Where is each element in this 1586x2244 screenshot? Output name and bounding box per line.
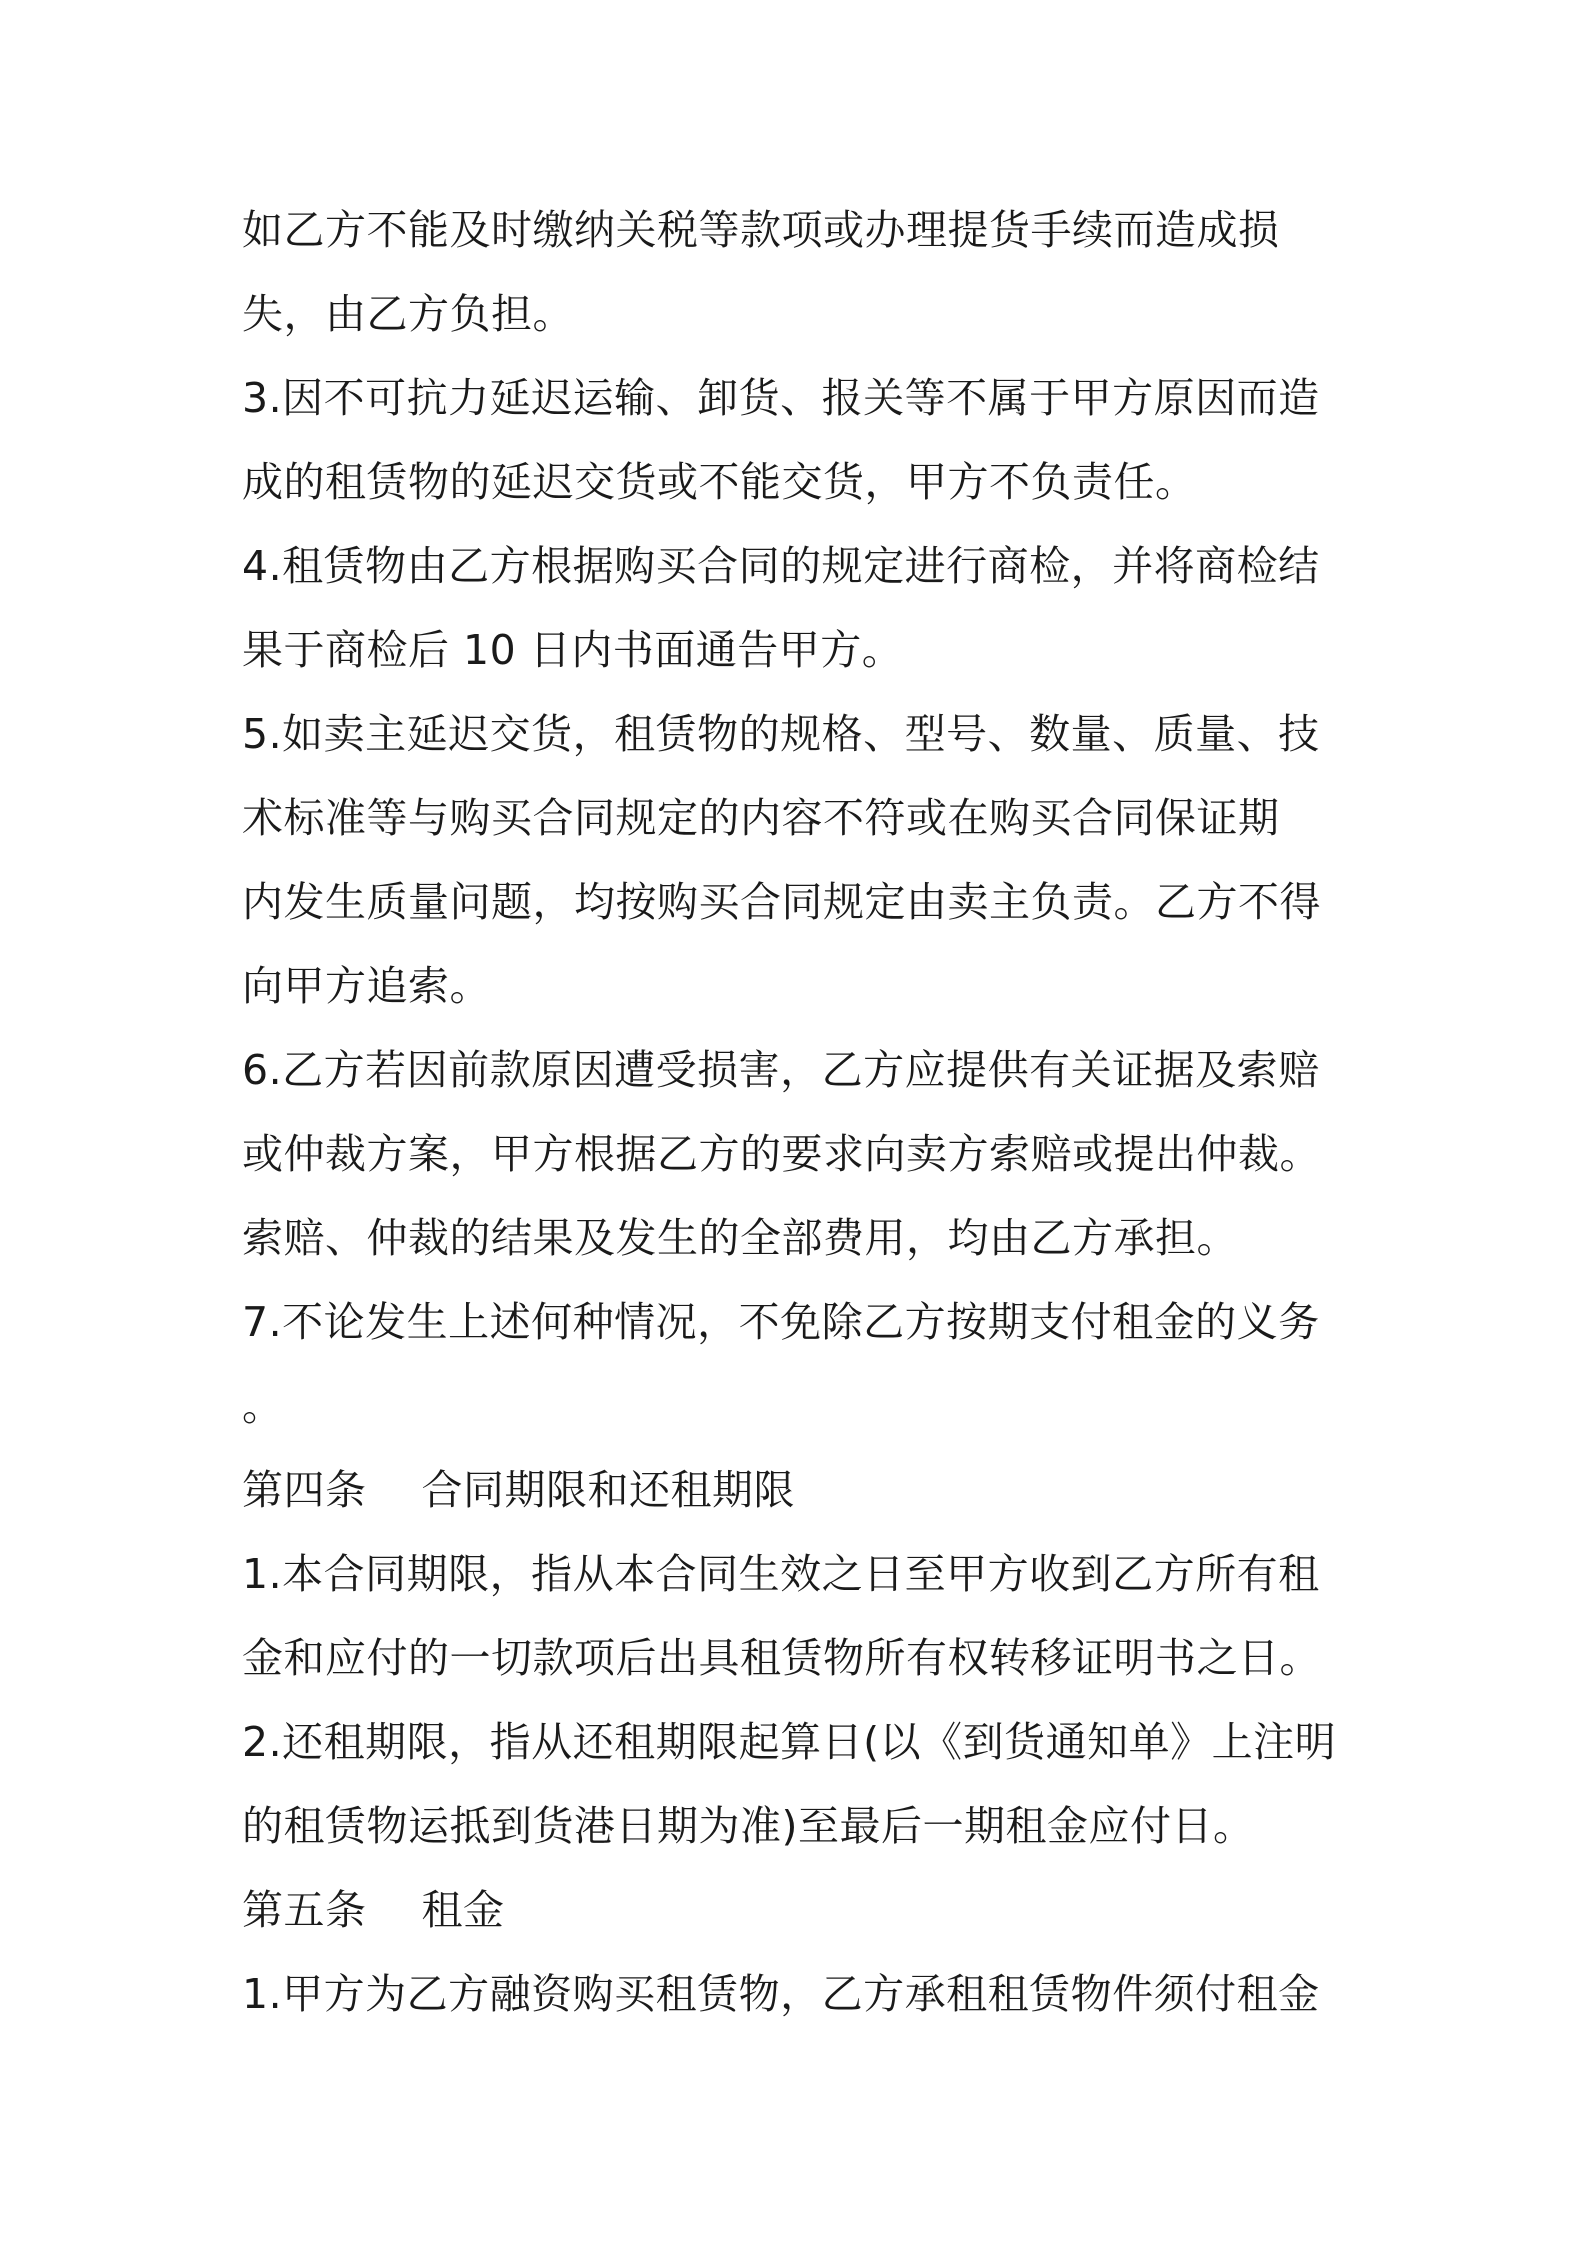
text-line: 金和应付的一切款项后出具租赁物所有权转移证明书之日。 — [242, 1634, 1321, 1682]
text-line: 果于商检后 10 日内书面通告甲方。 — [242, 626, 904, 674]
text-line: 向甲方追索。 — [242, 962, 491, 1010]
text-line: 7.不论发生上述何种情况，不免除乙方按期支付租金的义务 — [242, 1298, 1320, 1346]
text-line: 5.如卖主延迟交货，租赁物的规格、型号、数量、质量、技 — [242, 710, 1320, 758]
text-line: 6.乙方若因前款原因遭受损害，乙方应提供有关证据及索赔 — [242, 1046, 1320, 1094]
text-line: 术标准等与购买合同规定的内容不符或在购买合同保证期 — [242, 794, 1280, 842]
section-heading: 第四条 合同期限和还租期限 — [242, 1466, 796, 1514]
text-line: 3.因不可抗力延迟运输、卸货、报关等不属于甲方原因而造 — [242, 374, 1320, 422]
text-line: 内发生质量问题，均按购买合同规定由卖主负责。乙方不得 — [242, 878, 1321, 926]
text-line: 1.甲方为乙方融资购买租赁物，乙方承租租赁物件须付租金 — [242, 1970, 1320, 2018]
document-body — [242, 188, 1357, 2036]
text-line: 索赔、仲裁的结果及发生的全部费用，均由乙方承担。 — [242, 1214, 1238, 1262]
text-line: 失，由乙方负担。 — [242, 290, 574, 338]
text-line: 。 — [242, 1382, 284, 1430]
text-line: 成的租赁物的延迟交货或不能交货，甲方不负责任。 — [242, 458, 1197, 506]
text-line: 2.还租期限，指从还租期限起算日(以《到货通知单》上注明 — [242, 1718, 1337, 1766]
text-line: 4.租赁物由乙方根据购买合同的规定进行商检，并将商检结 — [242, 542, 1320, 590]
text-line: 如乙方不能及时缴纳关税等款项或办理提货手续而造成损 — [242, 206, 1280, 254]
text-line: 或仲裁方案，甲方根据乙方的要求向卖方索赔或提出仲裁。 — [242, 1130, 1321, 1178]
section-heading: 第五条 租金 — [242, 1886, 505, 1934]
text-line: 1.本合同期限，指从本合同生效之日至甲方收到乙方所有租 — [242, 1550, 1320, 1598]
text-line: 的租赁物运抵到货港日期为准)至最后一期租金应付日。 — [242, 1802, 1255, 1850]
